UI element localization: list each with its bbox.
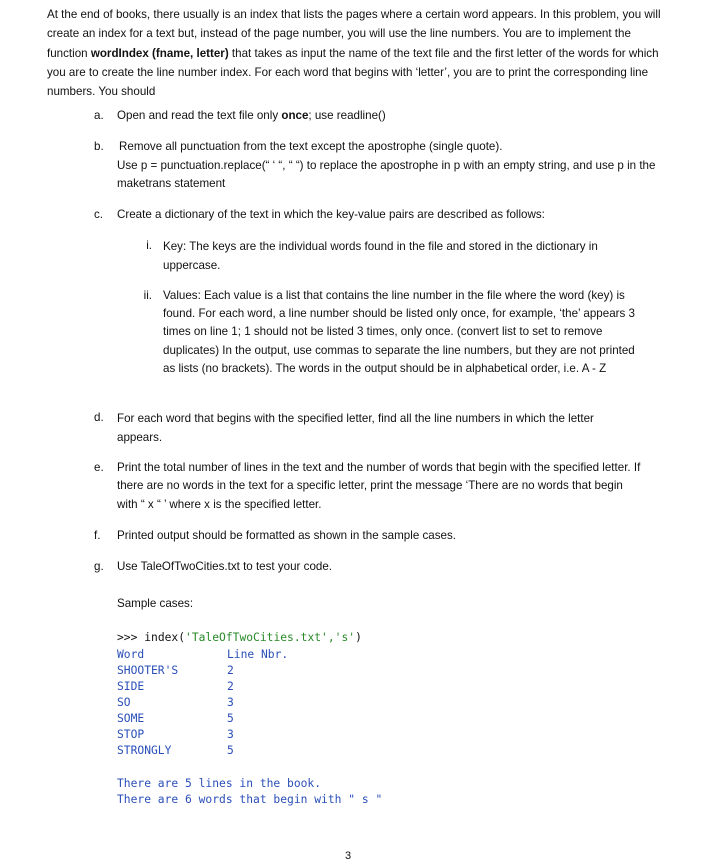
row-word: SO [117,696,131,709]
item-c-i-marker: i. [146,239,152,252]
item-d-marker: d. [94,411,104,424]
function-name: wordIndex (fname, letter) [90,46,229,60]
page-number: 3 [345,850,352,862]
item-c-ii-marker: ii. [143,289,152,302]
intro-text-end: that takes as input the name of the text file and the first letter of the words for which you are to create the line number index. For each word that begins with ‘letter’, you are to print the corresponding line numbers. You should [47,46,659,99]
item-b-line2: Use p = punctuation.replace(“ ‘ “, “ “) to replace the apostrophe in p with an empty string, and use p in the maketrans statement [117,159,656,190]
row-word: STOP [117,728,145,741]
row-line: 2 [227,680,234,693]
item-g-marker: g. [94,560,104,573]
item-b-text: Remove all punctuation from the text except the apostrophe (single quote). [119,140,503,153]
row-word: SIDE [117,680,145,693]
item-a-bold: once [281,109,309,122]
prompt-marker: >>> index('TaleOfTwoCities.txt','s') [117,631,362,644]
row-line: 5 [227,712,234,725]
row-word: SOME [117,712,145,725]
row-line: 3 [227,696,234,709]
table-row [117,695,417,711]
summary-lines: There are 5 lines in the book. [117,777,322,790]
col-line-header: Line Nbr. [227,648,289,661]
item-e-text: Print the total number of lines in the text and the number of words that begin with the specified letter. If there are no words in the text for a specific letter, print the message ‘There are no words that begin with “ x “ ’ where x is the specified letter. [117,461,641,511]
row-line: 3 [227,728,234,741]
item-c-ii-text: Values: Each value is a list that contains the line number in the file where the word (key) is found. For each word, a line number should be listed only once, for example, ‘the’ appears 3 times on line 1; 1 should not be listed 3 times, only once. (convert list to set to remove duplicates) In the output, use commas to separate the line numbers, but they are not printed as lists (no brackets). The words in the output should be in alphabetical order, i.e. A - Z [163,289,635,375]
intro-paragraph [47,5,667,101]
item-c-marker: c. [94,208,104,221]
table-row [117,727,417,743]
intro-text-start: At the end of books, there usually is an index that lists the pages where a certain word appears. In this problem, you will create an index for a text but, instead of the page number, you will use the line numbers. You are to implement the function [47,8,661,60]
table-row [117,711,417,727]
table-row [117,663,417,679]
item-c-i-text: Key: The keys are the individual words found in the file and stored in the dictionary in uppercase. [163,240,598,272]
row-word: SHOOTER'S [117,664,179,677]
item-e-marker: e. [94,461,104,474]
item-a-text: Open and read the text file only once; use readline() [117,109,386,122]
row-word: STRONGLY [117,744,172,757]
item-d-text: For each word that begins with the specified letter, find all the line numbers in which the letter appears. [117,412,594,444]
item-a-marker: a. [94,109,104,122]
table-row [117,679,417,695]
table-row [117,743,417,759]
sample-header [117,647,417,663]
row-line: 2 [227,664,234,677]
item-f-marker: f. [94,529,101,542]
item-f-text: Printed output should be formatted as shown in the sample cases. [117,529,456,542]
col-word-header: Word [117,648,145,661]
sample-heading: Sample cases: [117,597,194,610]
summary-words: There are 6 words that begin with " s " [117,793,383,806]
item-g-text: Use TaleOfTwoCities.txt to test your code. [117,560,333,573]
item-c-text: Create a dictionary of the text in which the key-value pairs are described as follows: [117,208,545,221]
sample-call [117,630,517,646]
row-line: 5 [227,744,234,757]
item-b-marker: b. [94,140,104,153]
